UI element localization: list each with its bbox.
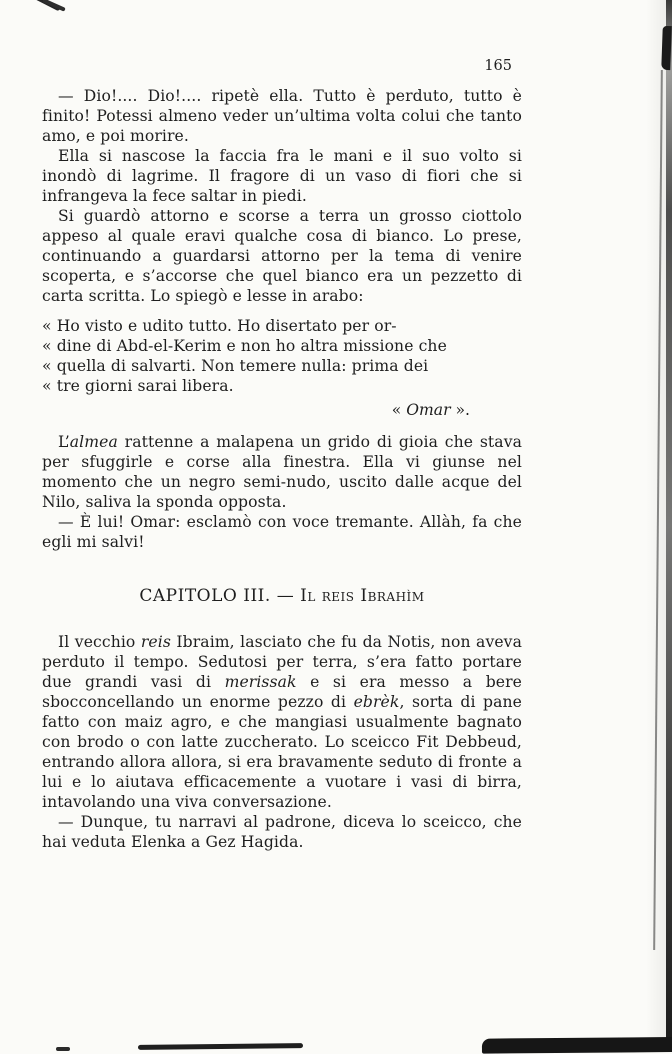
paragraph-1: — Dio!.... Dio!.... ripetè ella. Tutto è perduto, tutto è finito! Potessi almeno veder un’ultima volta colui che tanto amo, e poi morire. <box>42 87 522 145</box>
letter-line-2: « dine di Abd-el-Kerim e non ho altra missione che <box>42 337 447 355</box>
term-reis: reis <box>140 633 171 651</box>
paragraph-5: — È lui! Omar: esclamò con voce tremante. Allàh, fa che egli mi salvi! <box>42 513 522 551</box>
scan-artifact-top-left-streak-2 <box>42 0 66 12</box>
scan-artifact-right-top-blob <box>661 26 672 70</box>
paragraph-4-text: L’ <box>58 433 70 451</box>
chapter-separator: — <box>270 586 301 606</box>
term-merissak: merissak <box>224 673 297 691</box>
paragraph-6 <box>42 632 522 812</box>
paragraph-2: Ella si nascose la faccia fra le mani e il suo volto si inondò di lagrime. Il fragore di un vaso di fiori che si infrangeva la fece saltar in piedi. <box>42 147 522 205</box>
page-number: 165 <box>484 58 512 74</box>
letter-line-4: « tre giorni sarai libera. <box>42 377 234 395</box>
signature-name: Omar <box>406 401 451 419</box>
paragraph-6-text: Il vecchio <box>58 633 141 651</box>
signature-open-quote: « <box>391 401 407 419</box>
paragraph-6-text-2: Ibraim, lasciato che fu da Notis, non aveva perduto il tempo. Sedutosi per terra, s’era fatto portare due grandi vasi di <box>42 633 522 691</box>
signature-close-quote: ». <box>450 401 470 419</box>
page-content <box>42 58 522 852</box>
chapter-heading <box>42 586 522 606</box>
letter-line-3: « quella di salvarti. Non temere nulla: prima dei <box>42 357 429 375</box>
scan-artifact-bottom-right <box>482 1037 672 1054</box>
paragraph-3: Si guardò attorno e scorse a terra un grosso ciottolo appeso al quale eravi qualche cosa di bianco. Lo prese, continuando a guardarsi attorno per la tema di venire scoperta, e s’accorse che quel bianco era un pezzetto di carta scritta. Lo spiegò e lesse in arabo: <box>42 207 522 305</box>
letter-quote <box>42 316 522 420</box>
scan-artifact-bottom-mark <box>56 1047 70 1051</box>
chapter-label: CAPITOLO III. <box>139 586 271 606</box>
letter-signature <box>42 400 522 420</box>
paragraph-4-text-rest: rattenne a malapena un grido di gioia che stava per sfuggirle e corse alla finestra. Ella vi giunse nel momento che un negro semi-nudo, uscito dalle acque del Nilo, saliva la sponda opposta. <box>42 433 522 511</box>
paragraph-4 <box>42 432 522 512</box>
term-ebrek: ebrèk <box>353 693 400 711</box>
chapter-title: Il reis Ibrahìm <box>300 586 425 606</box>
scan-artifact-bottom-line <box>138 1043 303 1050</box>
term-almea: almea <box>69 433 118 451</box>
paragraph-6-text-4: , sorta di pane fatto con maiz agro, e che mangiasi usualmente bagnato con brodo o con latte zuccherato. Lo sceicco Fit Debbeud, entrando allora allora, si era bravamente seduto di fronte a lui e lo aiutava efficacemente a vuotare i vasi di birra, intavolando una viva conversazione. <box>42 693 522 811</box>
scan-artifact-right-edge <box>666 0 672 1052</box>
letter-line-1: « Ho visto e udito tutto. Ho disertato per or- <box>42 317 397 335</box>
paragraph-7: — Dunque, tu narravi al padrone, diceva lo sceicco, che hai veduta Elenka a Gez Hagida. <box>42 813 522 851</box>
paragraph-6-text-3: e si era messo a bere sbocconcellando un enorme pezzo di <box>42 673 522 711</box>
